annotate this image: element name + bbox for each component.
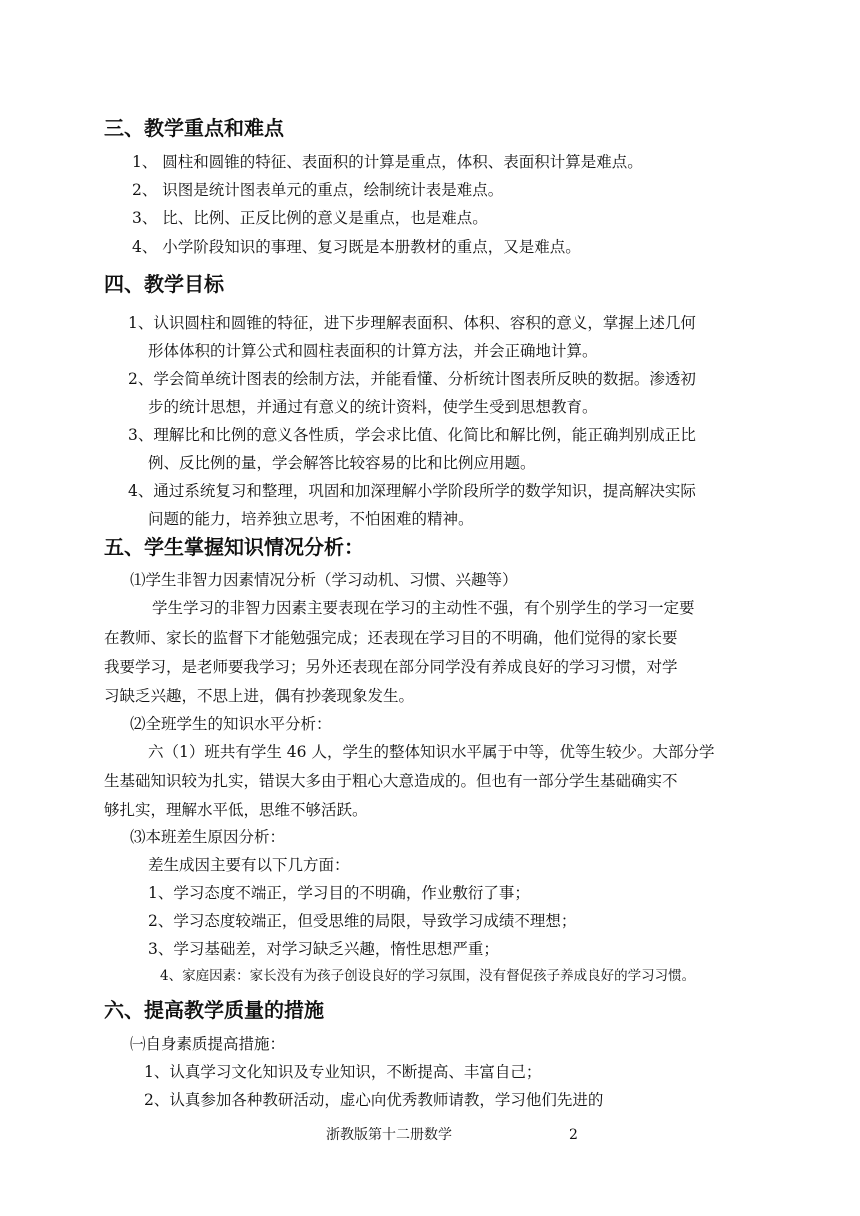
section-heading-student-analysis: 五、学生掌握知识情况分析： [104,535,364,559]
subsection-title: ㈠自身素质提高措施： [130,1035,286,1053]
footer-book-title: 浙教版第十二册数学 [326,1127,452,1143]
reason-item: 3、学习基础差，对学习缺乏兴趣，惰性思想严重； [148,940,499,958]
paragraph-line: 我要学习，是老师要我学习；另外还表现在部分同学没有养成良好的学习习惯，对学 [104,658,678,676]
paragraph-line: 够扎实，理解水平低，思维不够活跃。 [104,801,368,819]
subsection-title: ⑴学生非智力因素情况分析（学习动机、习惯、兴趣等） [130,571,518,589]
page-number: 2 [569,1127,578,1143]
measure-item: 1、认真学习文化知识及专业知识，不断提高、丰富自己； [144,1063,542,1081]
paragraph-line: 习缺乏兴趣，不思上进，偶有抄袭现象发生。 [104,687,415,705]
section-heading-quality-measures: 六、提高教学质量的措施 [104,998,324,1022]
paragraph-line: 在教师、家长的监督下才能勉强完成；还表现在学习目的不明确，他们觉得的家长要 [104,629,678,647]
section-heading-key-points: 三、教学重点和难点 [104,116,284,140]
measure-item: 2、认真参加各种教研活动，虚心向优秀教师请教，学习他们先进的 [144,1091,604,1109]
key-point-item: 2、 识图是统计图表单元的重点，绘制统计表是难点。 [132,181,504,199]
goal-item-line: 2、学会简单统计图表的绘制方法，并能看懂、分析统计图表所反映的数据。渗透初 [128,370,696,388]
paragraph-line: 差生成因主要有以下几方面： [148,856,350,874]
reason-item: 2、学习态度较端正，但受思维的局限，导致学习成绩不理想； [148,912,577,930]
paragraph-line: 六（1）班共有学生 46 人，学生的整体知识水平属于中等，优等生较少。大部分学 [148,743,715,761]
subsection-title: ⑵全班学生的知识水平分析： [130,715,332,733]
goal-item-line: 例、反比例的量，学会解答比较容易的比和比例应用题。 [148,454,536,472]
paragraph-line: 生基础知识较为扎实，错误大多由于粗心大意造成的。但也有一部分学生基础确实不 [104,772,678,790]
key-point-item: 4、 小学阶段知识的事理、复习既是本册教材的重点，又是难点。 [132,238,581,256]
goal-item-line: 步的统计思想，并通过有意义的统计资料，使学生受到思想教育。 [148,398,598,416]
key-point-item: 1、 圆柱和圆锥的特征、表面积的计算是重点，体积、表面积计算是难点。 [132,153,643,171]
subsection-title: ⑶本班差生原因分析： [130,828,286,846]
section-heading-teaching-goals: 四、教学目标 [104,272,224,296]
goal-item-line: 1、认识圆柱和圆锥的特征，进下步理解表面积、体积、容积的意义，掌握上述几何 [128,314,696,332]
goal-item-line: 形体体积的计算公式和圆柱表面积的计算方法，并会正确地计算。 [148,342,598,360]
reason-item: 4、家庭因素：家长没有为孩子创设良好的学习氛围，没有督促孩子养成良好的学习习惯。 [160,968,696,984]
goal-item-line: 4、通过系统复习和整理，巩固和加深理解小学阶段所学的数学知识，提高解决实际 [128,482,696,500]
key-point-item: 3、 比、比例、正反比例的意义是重点，也是难点。 [132,209,488,227]
paragraph-line: 学生学习的非智力因素主要表现在学习的主动性不强，有个别学生的学习一定要 [152,599,695,617]
reason-item: 1、学习态度不端正，学习目的不明确，作业敷衍了事； [148,884,530,902]
goal-item-line: 3、理解比和比例的意义各性质，学会求比值、化简比和解比例，能正确判别成正比 [128,426,696,444]
goal-item-line: 问题的能力，培养独立思考，不怕困难的精神。 [148,510,474,528]
